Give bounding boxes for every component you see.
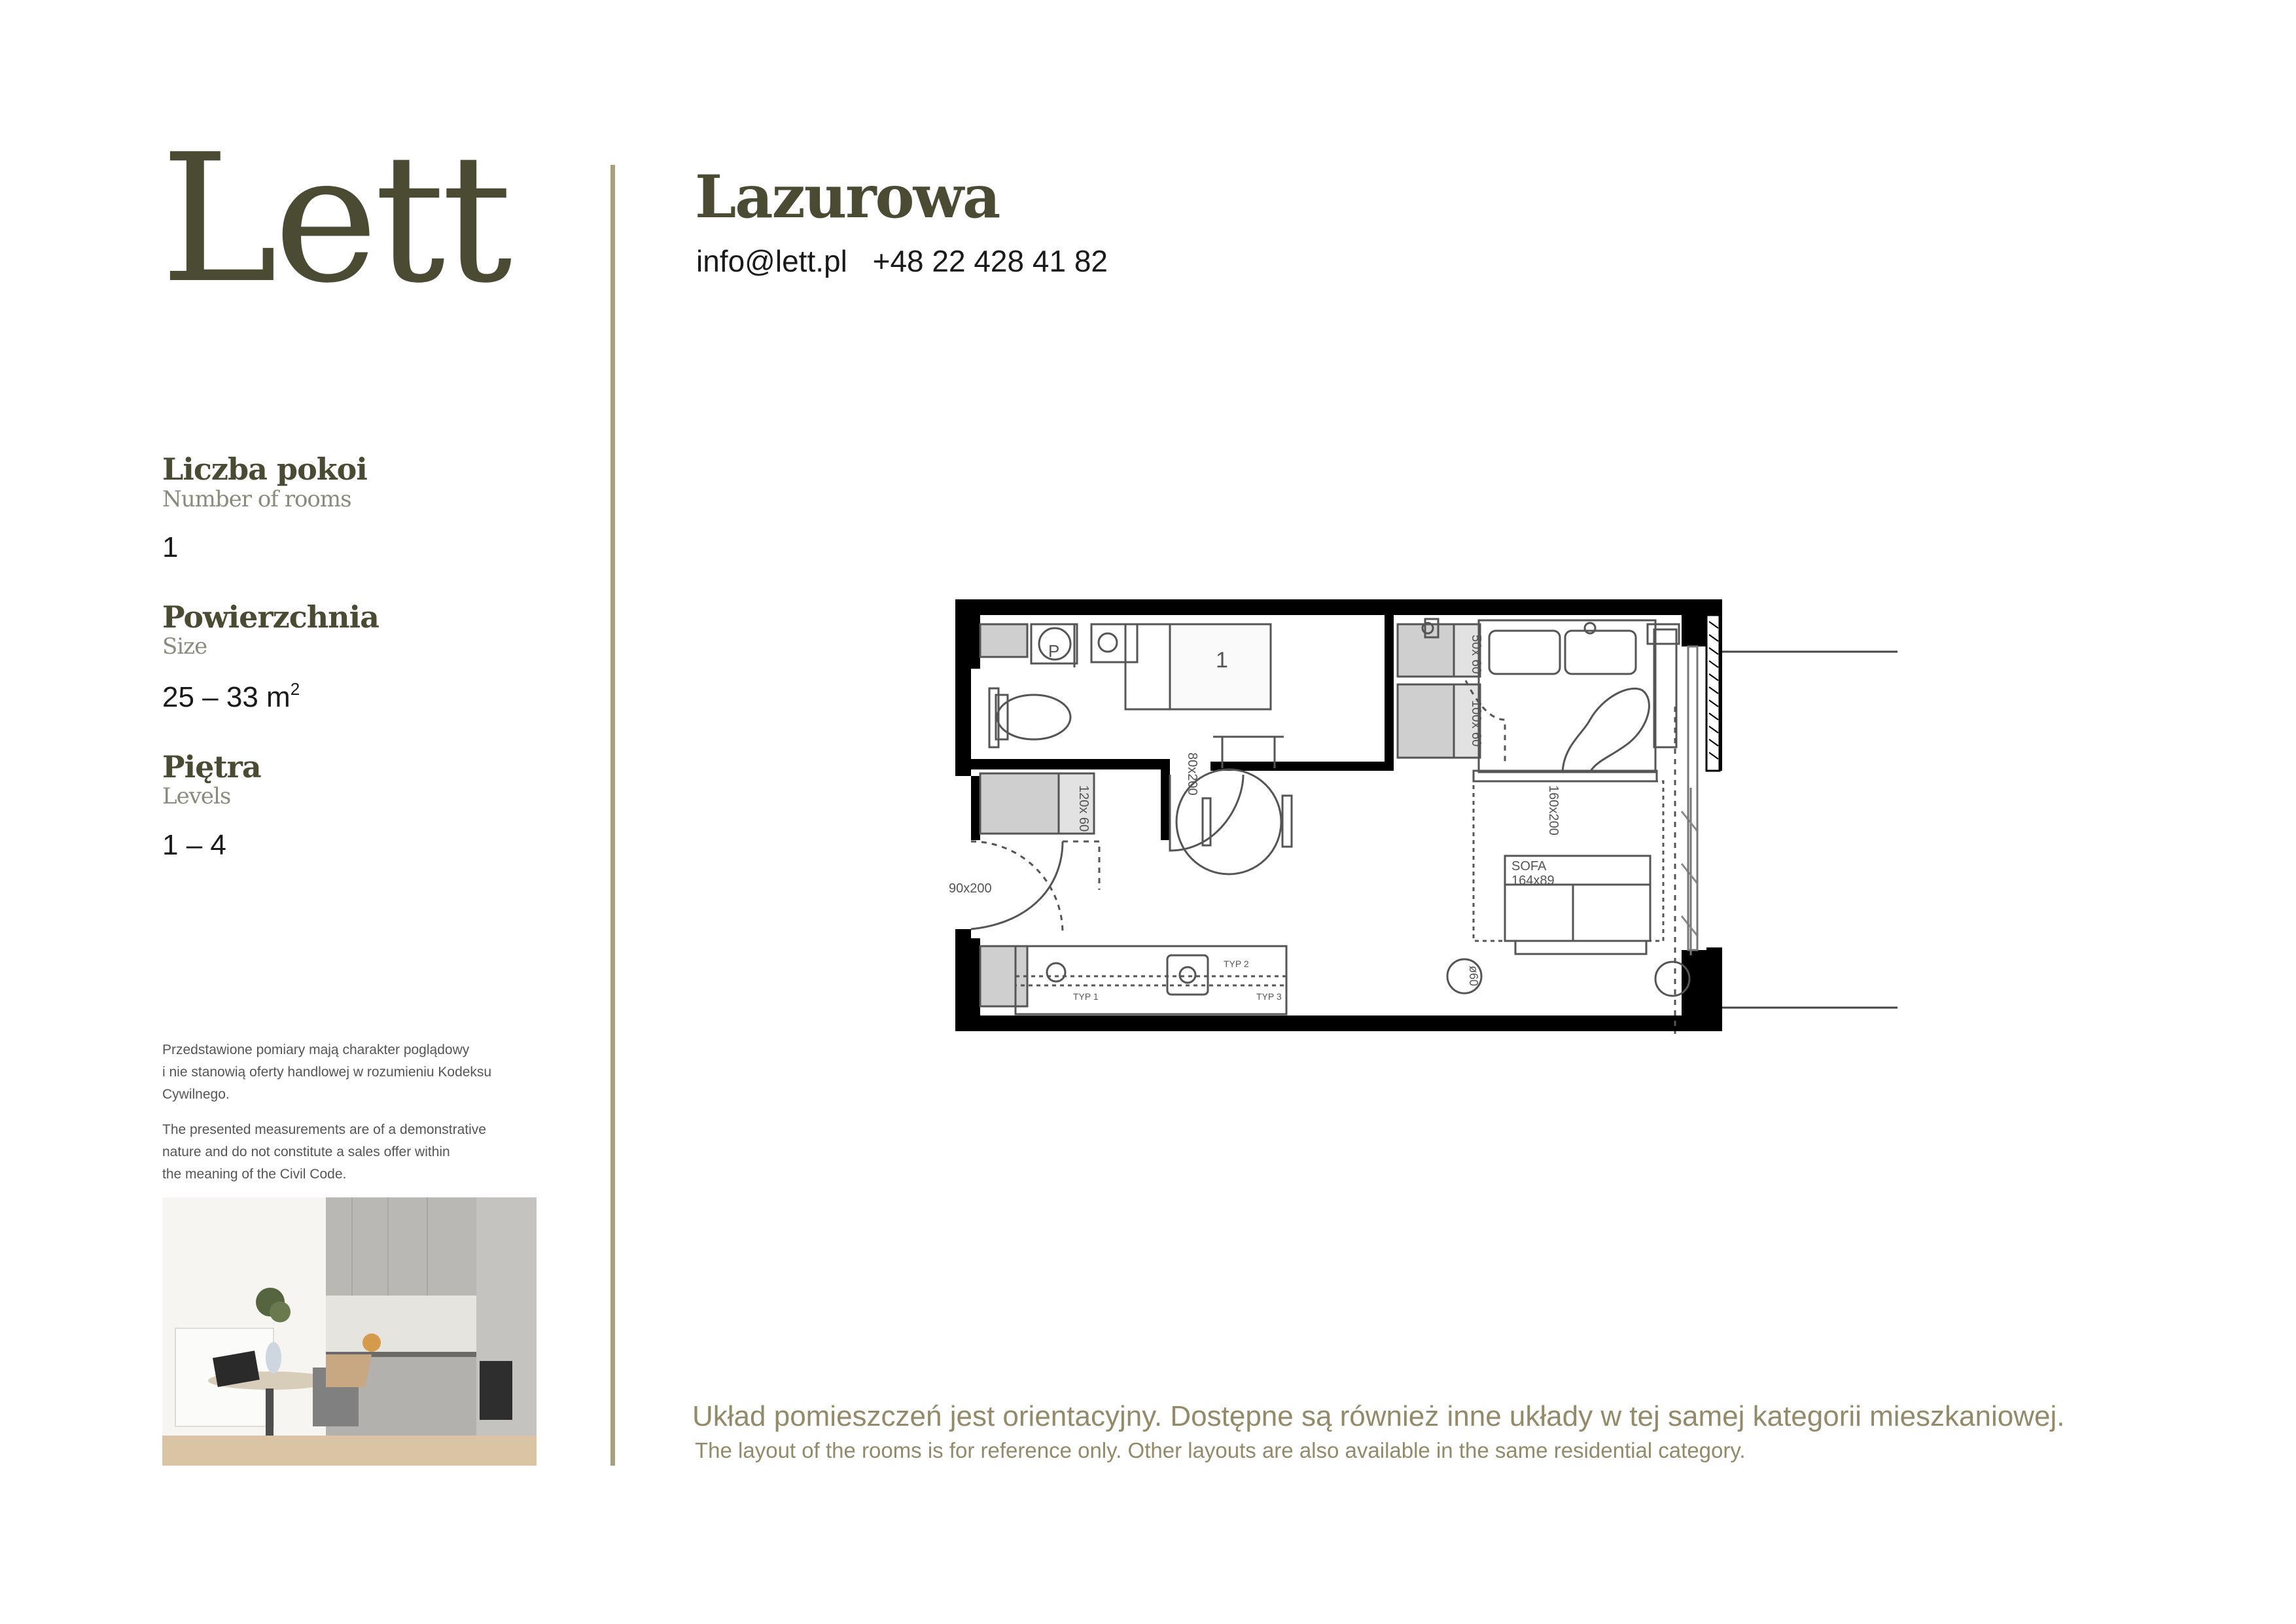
label-wardrobe-50x60: 50x 60 <box>1469 635 1483 675</box>
label-cabinet-typ2: TYP 2 <box>1224 959 1249 969</box>
contact-info <box>696 243 1125 279</box>
label-door-80x200: 80x200 <box>1185 752 1199 796</box>
stat-sublabel: Number of rooms <box>162 485 351 512</box>
interior-photo <box>162 1197 537 1466</box>
unit-superscript: 2 <box>290 679 300 699</box>
disclaimer-line: nature and do not constitute a sales offer within <box>162 1144 450 1159</box>
disclaimer-line: Przedstawione pomiary mają charakter poglądowy <box>162 1042 470 1057</box>
label-door-90x200: 90x200 <box>949 881 992 896</box>
stat-label: Powierzchnia <box>162 599 379 635</box>
stat-value-text: 25 – 33 m <box>162 681 291 714</box>
stat-value: 1 – 4 <box>162 828 226 861</box>
label-wardrobe-100x60: 100x 60 <box>1469 700 1483 747</box>
stat-value <box>162 680 581 713</box>
disclaimer-en <box>162 1119 555 1186</box>
label-wardrobe-120x60: 120x 60 <box>1076 785 1091 832</box>
layout-note-en: The layout of the rooms is for reference only. Other layouts are also available in the same residential category. <box>695 1438 1746 1462</box>
stat-rooms <box>162 453 581 564</box>
project-title: Lazurowa <box>695 162 1000 232</box>
label-cabinet-typ3: TYP 3 <box>1256 991 1282 1002</box>
apartment-stats <box>162 453 581 898</box>
stat-sublabel: Size <box>162 633 207 660</box>
stat-label: Liczba pokoi <box>162 451 367 487</box>
floor-plan <box>903 589 1924 1063</box>
stat-size <box>162 601 581 714</box>
stat-levels <box>162 750 581 862</box>
stat-label: Piętra <box>162 749 261 785</box>
label-table-d60: ø60 <box>1467 966 1480 987</box>
disclaimer-line: i nie stanowią oferty handlowej w rozumieniu Kodeksu <box>162 1065 492 1080</box>
label-shower-1: 1 <box>1216 648 1228 673</box>
label-sofa: SOFA <box>1511 859 1547 874</box>
label-bed-160x200: 160x200 <box>1546 785 1561 836</box>
disclaimer-line: the meaning of the Civil Code. <box>162 1167 347 1182</box>
label-cabinet-typ1: TYP 1 <box>1073 991 1099 1002</box>
lett-logo: Lett <box>160 116 509 322</box>
label-sofa-size: 164x89 <box>1511 874 1555 888</box>
contact-phone: +48 22 428 41 82 <box>872 244 1108 278</box>
disclaimer-line: The presented measurements are of a demonstrative <box>162 1122 486 1137</box>
layout-note-pl: Układ pomieszczeń jest orientacyjny. Dostępne są również inne układy w tej samej kategorii mieszkaniowej. <box>692 1400 2065 1432</box>
disclaimer-line: Cywilnego. <box>162 1087 230 1102</box>
disclaimer-pl <box>162 1039 555 1106</box>
vertical-divider <box>610 165 615 1466</box>
label-wc-p: P <box>1048 641 1060 661</box>
stat-sublabel: Levels <box>162 783 231 810</box>
stat-value: 1 <box>162 531 179 564</box>
contact-email: info@lett.pl <box>696 244 847 278</box>
